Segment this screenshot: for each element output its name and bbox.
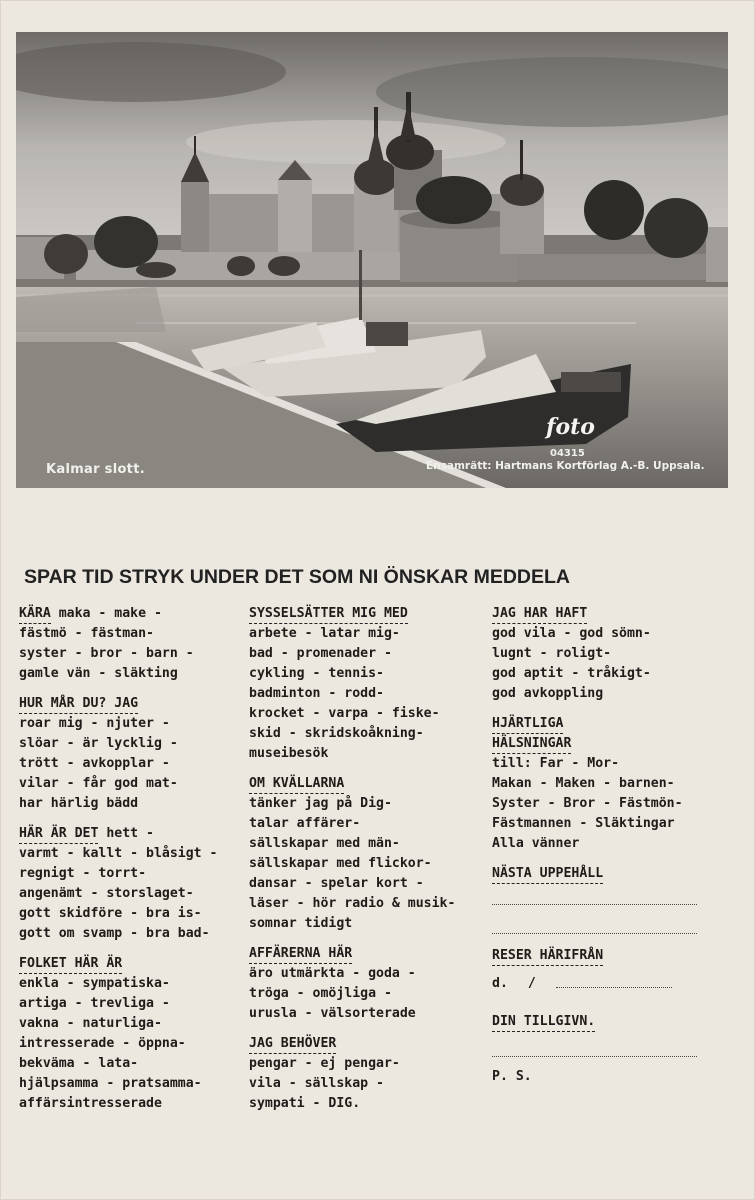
section-heading: HÄLSNINGAR [492,734,571,754]
section-halsningar [492,714,732,854]
section-om-kvallarna [249,774,489,934]
castle-photo [16,32,728,488]
section-line: vila - sällskap - [249,1076,384,1091]
section-heading: HJÄRTLIGA [492,714,563,734]
section-line: varmt - kallt - blåsigt - [19,846,218,861]
section-line: Syster - Bror - Fästmön- [492,796,683,811]
section-sysselsatter [249,604,489,764]
photo-number: 04315 [550,448,585,459]
section-heading: DIN TILLGIVN. [492,1012,595,1032]
section-line: slöar - är lycklig - [19,736,178,751]
column-3 [492,604,732,1087]
section-kara: KÄRA maka - make - fästmö - fästman- syster - bror - barn - gamle vän - släkting [19,604,244,684]
date-field[interactable] [556,987,672,988]
section-line: vakna - naturliga- [19,1016,162,1031]
section-line: gamle vän - släkting [19,666,178,681]
section-affarerna [249,944,489,1024]
column-1 [19,604,244,1124]
section-tillgivn [492,1012,732,1057]
section-heading: JAG HAR HAFT [492,604,587,624]
next-stop-field-2[interactable] [492,913,697,934]
section-heading: SYSSELSÄTTER MIG MED [249,604,408,624]
section-line: Alla vänner [492,836,580,851]
section-line: trött - avkopplar - [19,756,170,771]
section-line: regnigt - torrt- [19,866,147,881]
section-heading: OM KVÄLLARNA [249,774,344,794]
photo-caption: Kalmar slott. [46,462,145,477]
section-line: urusla - välsorterade [249,1006,416,1021]
section-line: vilar - får god mat- [19,776,178,791]
section-line: har härlig bädd [19,796,139,811]
section-line: god avkoppling [492,686,604,701]
section-line: krocket - varpa - fiske- [249,706,440,721]
section-line: badminton - rodd- [249,686,384,701]
postscript-label: P. S. [492,1069,532,1084]
section-line: gott skidföre - bra is- [19,906,202,921]
section-line: roar mig - njuter - [19,716,170,731]
section-heading: KÄRA [19,604,51,624]
section-line: tänker jag på Dig- [249,796,392,811]
section-har-ar-det: HÄR ÄR DET hett - varmt - kallt - blåsigt - regnigt - torrt- angenämt - storslaget- gott skidföre - bra is- gott om svamp - bra bad- [19,824,244,944]
section-line: god vila - god sömn- [492,626,651,641]
section-line: bad - promenader - [249,646,392,661]
section-line: syster - bror - barn - [19,646,194,661]
section-heading: JAG BEHÖVER [249,1034,336,1054]
section-line: cykling - tennis- [249,666,384,681]
section-line: Makan - Maken - barnen- [492,776,675,791]
section-line: läser - hör radio & musik- [249,896,456,911]
section-heading: AFFÄRERNA HÄR [249,944,352,964]
section-line: äro utmärkta - goda - [249,966,416,981]
section-line: somnar tidigt [249,916,353,931]
section-line: hjälpsamma - pratsamma- [19,1076,202,1091]
section-folket [19,954,244,1114]
section-line: skid - skridskoåkning- [249,726,424,741]
section-line: gott om svamp - bra bad- [19,926,210,941]
section-nasta-uppehall [492,864,732,934]
section-heading: HÄR ÄR DET [19,824,98,844]
section-line: artiga - trevliga - [19,996,170,1011]
section-line: lugnt - roligt- [492,646,612,661]
section-line: sällskapar med flickor- [249,856,432,871]
section-line: dansar - spelar kort - [249,876,424,891]
section-line: arbete - latar mig- [249,626,400,641]
section-line: fästmö - fästman- [19,626,154,641]
section-heading: HUR MÅR DU? JAG [19,694,138,714]
section-line: god aptit - tråkigt- [492,666,651,681]
section-line: enkla - sympatiska- [19,976,170,991]
date-label: d. [492,976,508,991]
section-line: museibesök [249,746,329,761]
section-line: intresserade - öppna- [19,1036,186,1051]
publisher-credit: Ensamrätt: Hartmans Kortförlag A.-B. Uppsala. [426,460,705,472]
section-heading: NÄSTA UPPEHÅLL [492,864,603,884]
foto-logo: foto [546,414,595,440]
section-line: sällskapar med män- [249,836,400,851]
section-hur-mar-du [19,694,244,814]
section-line: bekväma - lata- [19,1056,139,1071]
signature-field[interactable] [492,1036,697,1057]
date-row[interactable] [492,974,732,996]
section-line: pengar - ej pengar- [249,1056,400,1071]
section-line: angenämt - storslaget- [19,886,194,901]
section-heading: RESER HÄRIFRÅN [492,946,603,966]
section-heading: FOLKET HÄR ÄR [19,954,122,974]
section-line: till: Far - Mor- [492,756,620,771]
section-reser [492,946,732,996]
section-jag-behover [249,1034,489,1114]
section-line: affärsintresserade [19,1096,162,1111]
section-line: Fästmannen - Släktingar [492,816,675,831]
section-jag-har-haft [492,604,732,704]
card-headline: SPAR TID STRYK UNDER DET SOM NI ÖNSKAR MEDDELA [24,566,571,588]
date-separator: / [527,976,536,991]
column-2 [249,604,489,1124]
section-line: talar affärer- [249,816,361,831]
section-line: tröga - omöjliga - [249,986,392,1001]
next-stop-field-1[interactable] [492,884,697,905]
section-line: sympati - DIG. [249,1096,361,1111]
